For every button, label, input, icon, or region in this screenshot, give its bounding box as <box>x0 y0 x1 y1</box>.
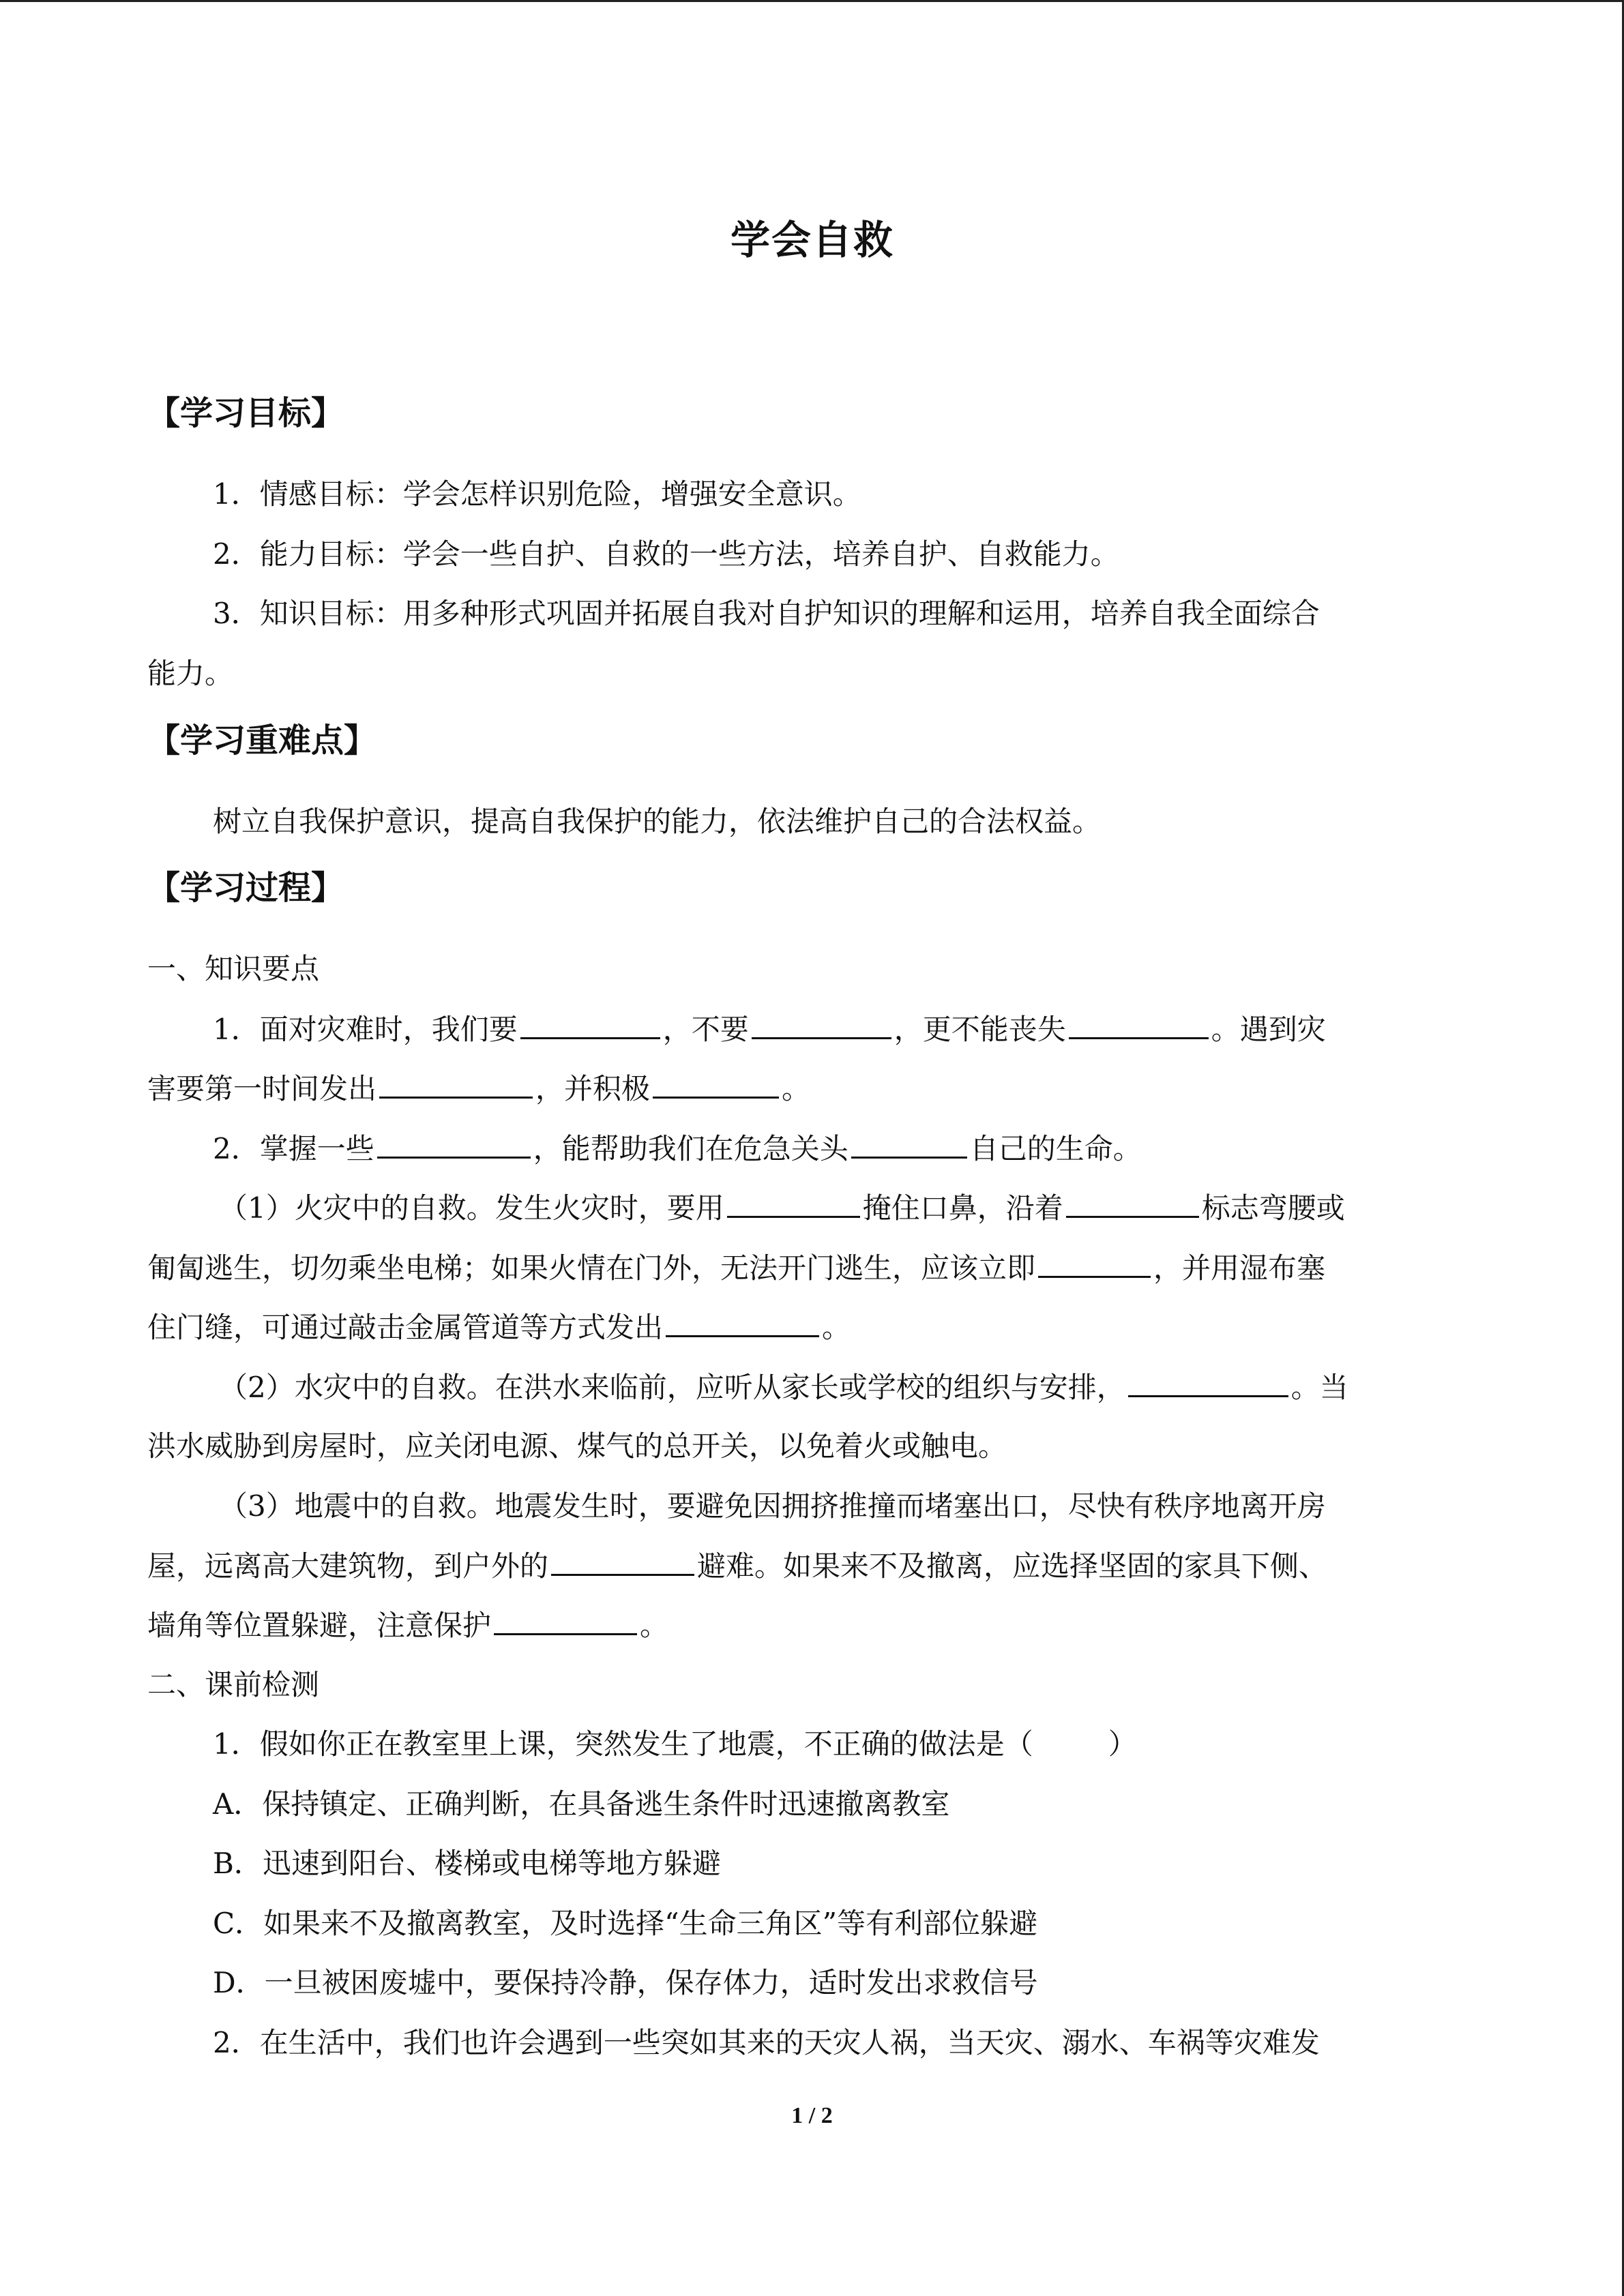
mc1-stem-end: ） <box>1108 1727 1137 1761</box>
flood-text: 。当 <box>1290 1371 1348 1404</box>
quake-text: 避难。如果来不及撤离，应选择坚固的家具下侧、 <box>697 1549 1328 1583</box>
fire-line2 <box>147 1249 1477 1287</box>
mc1-stem-text: 1．假如你正在教室里上课，突然发生了地震，不正确的做法是（ <box>213 1727 1033 1761</box>
objective-item: 3．知识目标：用多种形式巩固并拓展自我对自护知识的理解和运用，培养自我全面综合 <box>213 597 1320 630</box>
answer-blank[interactable] <box>1066 1189 1199 1218</box>
answer-blank[interactable] <box>752 1010 891 1039</box>
answer-blank[interactable] <box>666 1308 819 1337</box>
quake-text: 屋，远离高大建筑物，到户外的 <box>147 1549 549 1583</box>
q1-text: 。 <box>782 1072 811 1105</box>
page-title: 学会自救 <box>730 217 894 263</box>
q1-line2 <box>147 1069 1477 1108</box>
fire-text: 住门缝，可通过敲击金属管道等方式发出 <box>147 1311 664 1344</box>
q1-text: ，更不能丧失 <box>894 1013 1066 1046</box>
answer-blank[interactable] <box>727 1189 860 1218</box>
answer-blank[interactable] <box>379 1069 533 1099</box>
answer-blank[interactable] <box>653 1069 779 1099</box>
answer-blank[interactable] <box>520 1010 660 1039</box>
answer-blank[interactable] <box>551 1547 694 1576</box>
mc2-stem: 2．在生活中，我们也许会遇到一些突如其来的天灾人祸，当天灾、溺水、车祸等灾难发 <box>213 2026 1320 2059</box>
q2-text: 自己的生命。 <box>969 1132 1142 1165</box>
part1-title: 一、知识要点 <box>147 952 320 985</box>
fire-line3 <box>147 1308 1477 1347</box>
q1-text: ，不要 <box>662 1013 749 1046</box>
objective-item-continuation: 能力。 <box>147 657 234 690</box>
mc1-option: C．如果来不及撤离教室，及时选择“生命三角区”等有利部位躲避 <box>213 1907 1038 1940</box>
quake-text: 。 <box>640 1609 669 1642</box>
fire-text: 标志弯腰或 <box>1201 1191 1345 1225</box>
part2-title: 二、课前检测 <box>147 1668 320 1701</box>
q1-text: 害要第一时间发出 <box>147 1072 377 1105</box>
mc1-option: A．保持镇定、正确判断，在具备逃生条件时迅速撤离教室 <box>213 1787 950 1821</box>
flood-line2: 洪水威胁到房屋时，应关闭电源、煤气的总开关，以免着火或触电。 <box>147 1429 1007 1463</box>
answer-blank[interactable] <box>851 1129 967 1159</box>
q2-text: 2．掌握一些 <box>213 1132 374 1165</box>
objective-item: 1．情感目标：学会怎样识别危险，增强安全意识。 <box>213 477 861 511</box>
page-border-top <box>0 0 1624 2</box>
fire-text: 匍匐逃生，切勿乘坐电梯；如果火情在门外，无法开门逃生，应该立即 <box>147 1251 1036 1285</box>
answer-blank[interactable] <box>1038 1249 1151 1278</box>
fire-line1 <box>147 1189 1549 1227</box>
q1-text: ，并积极 <box>535 1072 651 1105</box>
fire-text: 。 <box>822 1311 851 1344</box>
answer-blank[interactable] <box>494 1606 637 1635</box>
answer-blank[interactable] <box>1128 1368 1288 1397</box>
fire-text: ，并用湿布塞 <box>1153 1251 1326 1285</box>
flood-line1 <box>147 1368 1549 1407</box>
mc1-stem <box>147 1725 1543 1763</box>
key-points-heading: 【学习重难点】 <box>147 721 377 760</box>
mc1-option: D．一旦被困废墟中，要保持冷静，保存体力，适时发出求救信号 <box>213 1966 1038 1999</box>
process-heading: 【学习过程】 <box>147 869 344 907</box>
answer-blank[interactable] <box>377 1129 531 1159</box>
flood-text: （2）水灾中的自救。在洪水来临前，应听从家长或学校的组织与安排， <box>219 1371 1125 1404</box>
mc1-option: B．迅速到阳台、楼梯或电梯等地方躲避 <box>213 1847 721 1880</box>
quake-line1: （3）地震中的自救。地震发生时，要避免因拥挤推撞而堵塞出口，尽快有秩序地离开房 <box>219 1489 1326 1523</box>
quake-line3 <box>147 1606 1477 1645</box>
objective-item: 2．能力目标：学会一些自护、自救的一些方法，培养自护、自救能力。 <box>213 537 1119 571</box>
page-number: 1 / 2 <box>791 2103 833 2128</box>
answer-blank[interactable] <box>1069 1010 1209 1039</box>
q2-text: ，能帮助我们在危急关头 <box>533 1132 848 1165</box>
fire-text: 掩住口鼻，沿着 <box>862 1191 1063 1225</box>
objectives-heading: 【学习目标】 <box>147 394 344 432</box>
quake-text: 墙角等位置躲避，注意保护 <box>147 1609 492 1642</box>
q1-text: 1．面对灾难时，我们要 <box>213 1013 518 1046</box>
quake-line2 <box>147 1547 1477 1585</box>
fire-text: （1）火灾中的自救。发生火灾时，要用 <box>219 1191 724 1225</box>
key-points-text: 树立自我保护意识，提高自我保护的能力，依法维护自己的合法权益。 <box>213 805 1102 838</box>
q2-line <box>147 1129 1543 1168</box>
q1-text: 。遇到灾 <box>1211 1013 1326 1046</box>
q1-line1 <box>147 1010 1543 1049</box>
